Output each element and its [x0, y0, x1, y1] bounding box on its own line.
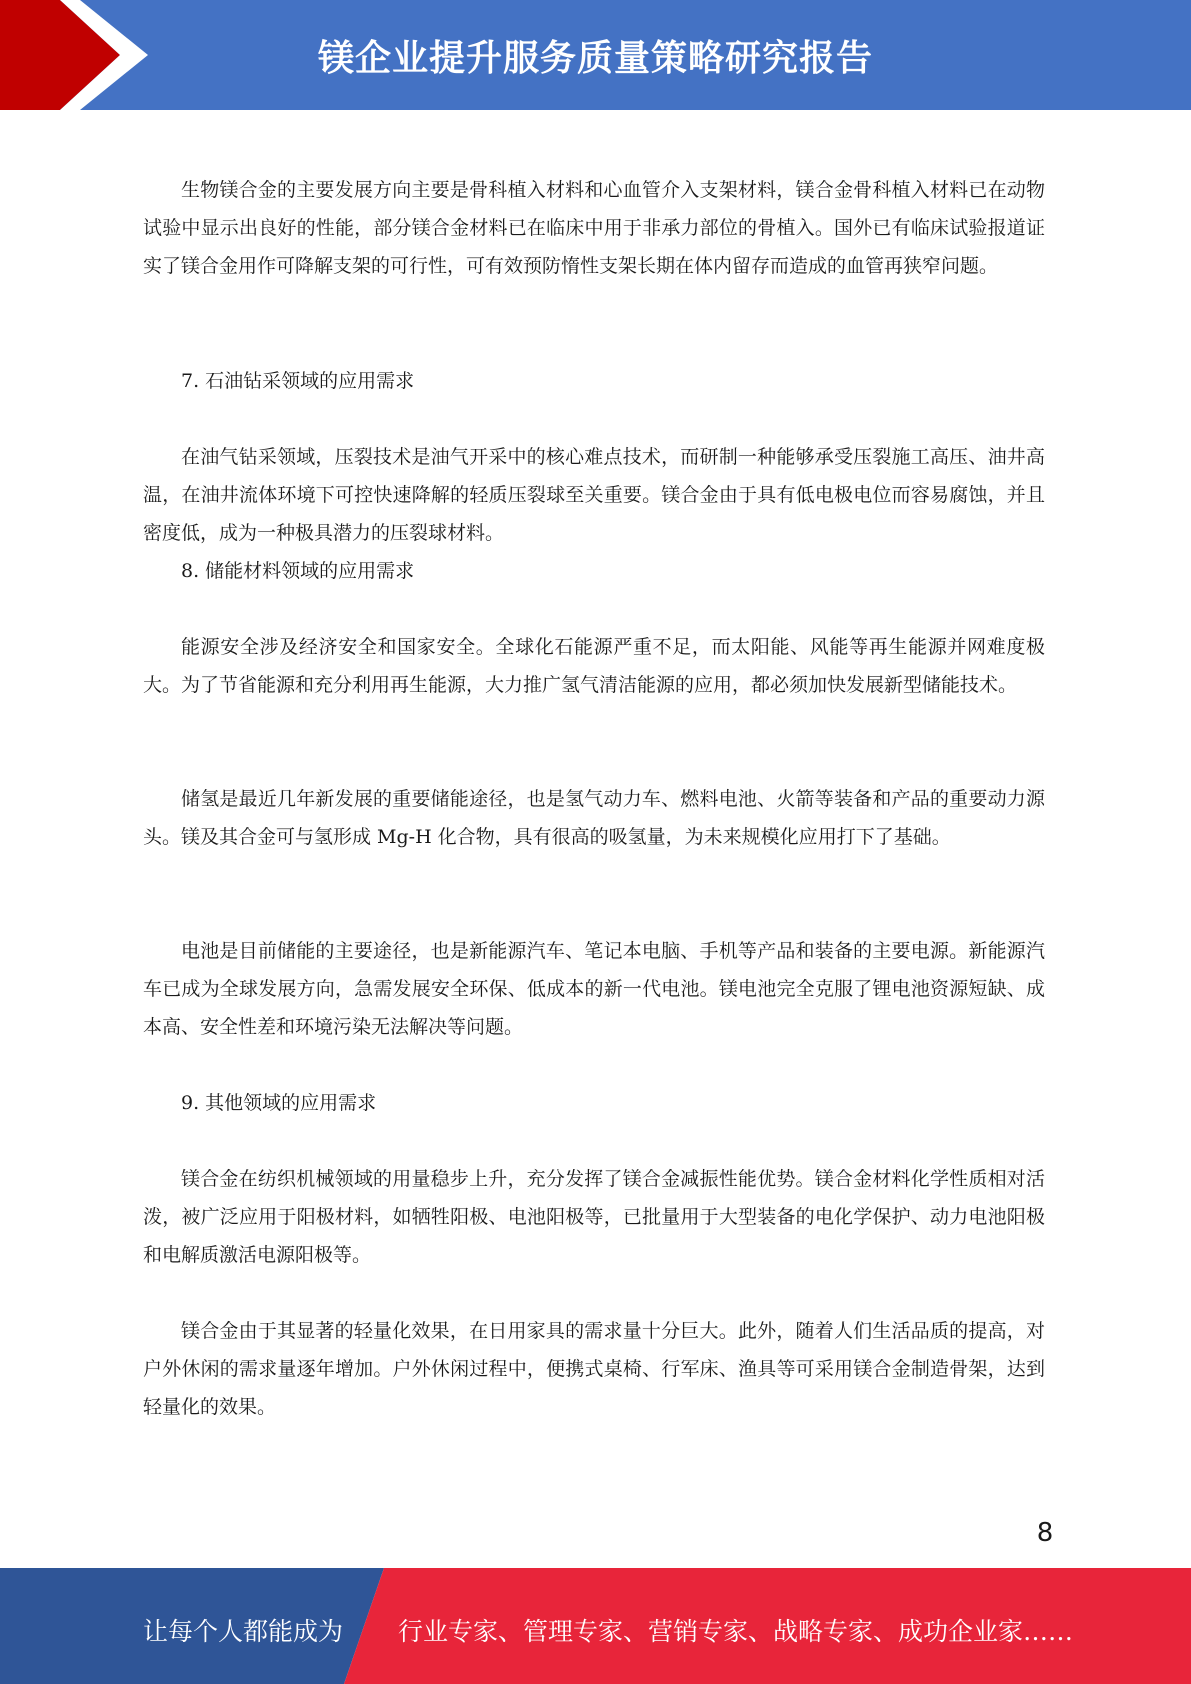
- paragraph-lightweight: 镁合金由于其显著的轻量化效果，在日用家具的需求量十分巨大。此外，随着人们生活品质的提高，对户外休闲的需求量逐年增加。户外休闲过程中，便携式桌椅、行军床、渔具等可采用镁合金制造骨架，达到轻量化的效果。: [143, 1320, 1045, 1418]
- footer-slogan-left: 让每个人都能成为: [143, 1617, 344, 1646]
- header-banner: [0, 0, 1191, 110]
- paragraph-batteries: 电池是目前储能的主要途径，也是新能源汽车、笔记本电脑、手机等产品和装备的主要电源。新能源汽车已成为全球发展方向，急需发展安全环保、低成本的新一代电池。镁电池完全克服了锂电池资源短缺、成本高、安全性差和环境污染无法解决等问题。: [143, 940, 1045, 1038]
- paragraph-hydrogen-storage: 储氢是最近几年新发展的重要储能途径，也是氢气动力车、燃料电池、火箭等装备和产品的重要动力源头。镁及其合金可与氢形成 Mg-H 化合物，具有很高的吸氢量，为未来规模化应用打下了基础。: [143, 788, 1045, 848]
- section-heading-9: 9. 其他领域的应用需求: [181, 1092, 377, 1114]
- paragraph-oil-drilling: 在油气钻采领域，压裂技术是油气开采中的核心难点技术，而研制一种能够承受压裂施工高压、油井高温，在油井流体环境下可控快速降解的轻质压裂球至关重要。镁合金由于具有低电极电位而容易腐蚀，并且密度低，成为一种极具潜力的压裂球材料。: [143, 446, 1045, 544]
- paragraph-energy-security: 能源安全涉及经济安全和国家安全。全球化石能源严重不足，而太阳能、风能等再生能源并网难度极大。为了节省能源和充分利用再生能源，大力推广氢气清洁能源的应用，都必须加快发展新型储能技术。: [143, 636, 1045, 696]
- paragraph-biomedical: 生物镁合金的主要发展方向主要是骨科植入材料和心血管介入支架材料，镁合金骨科植入材料已在动物试验中显示出良好的性能，部分镁合金材料已在临床中用于非承力部位的骨植入。国外已有临床试验报道证实了镁合金用作可降解支架的可行性，可有效预防惰性支架长期在体内留存而造成的血管再狭窄问题。: [143, 179, 1045, 277]
- section-heading-7: 7. 石油钻采领域的应用需求: [181, 370, 415, 392]
- footer-slogan-right: 行业专家、管理专家、营销专家、战略专家、成功企业家……: [398, 1617, 1074, 1646]
- paragraph-textile-anodes: 镁合金在纺织机械领域的用量稳步上升，充分发挥了镁合金减振性能优势。镁合金材料化学性质相对活泼，被广泛应用于阳极材料，如牺牲阳极、电池阳极等，已批量用于大型装备的电化学保护、动力电池阳极和电解质激活电源阳极等。: [143, 1168, 1045, 1266]
- page-number: 8: [1036, 1518, 1054, 1548]
- section-heading-8: 8. 储能材料领域的应用需求: [181, 560, 415, 582]
- document-title: 镁企业提升服务质量策略研究报告: [317, 37, 873, 79]
